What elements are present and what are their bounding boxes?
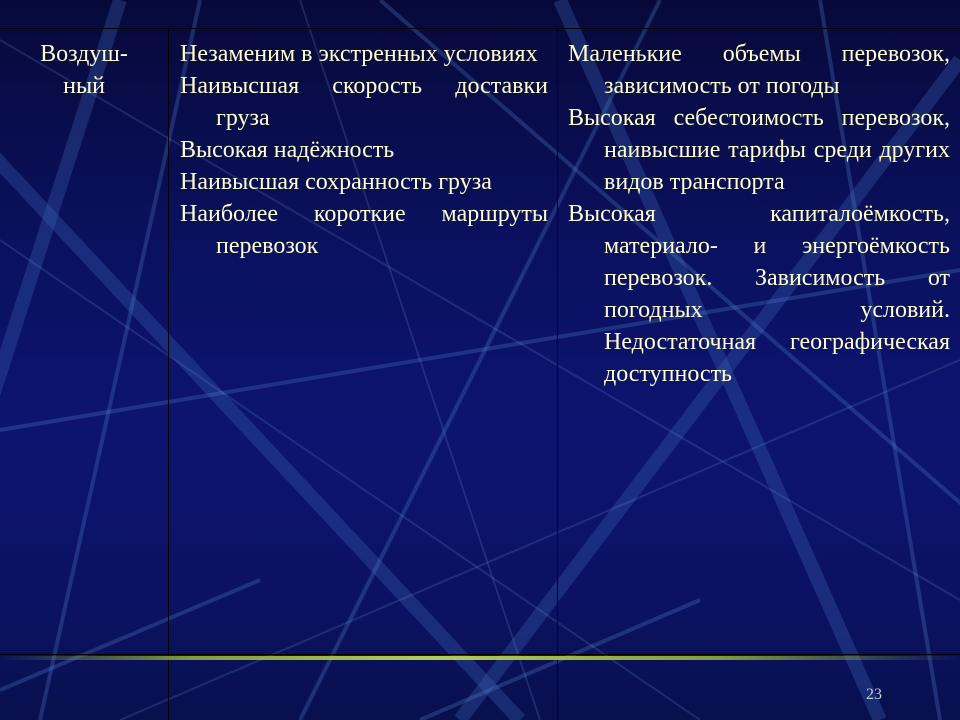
advantages-cell [180,38,548,262]
table-row-divider [0,654,960,655]
disadvantage-item: Высокая капиталоёмкость, материало- и энергоёмкость перевозок. Зависимость от погодных условий. Недостаточная географическая доступность [568,201,950,387]
table-top-border [0,28,960,29]
accent-line [0,656,960,660]
table-column-divider [168,28,169,720]
advantage-item: Наиболее короткие маршруты перевозок [180,201,548,259]
disadvantages-cell [568,38,950,390]
transport-type-cell [8,38,160,102]
advantage-item: Высокая надёжность [180,137,395,163]
disadvantage-item: Высокая себестоимость перевозок, наивысшие тарифы среди других видов транспорта [568,105,950,195]
advantage-item: Наивысшая скорость доставки груза [180,73,548,131]
transport-type-line: Воздуш- [40,41,128,67]
advantage-item: Незаменим в экстренных условиях [180,41,538,67]
disadvantage-item: Маленькие объемы перевозок, зависимость от погоды [568,41,950,99]
advantage-item: Наивысшая сохранность груза [180,169,492,195]
page-number: 23 [866,686,882,703]
table-column-divider [557,28,558,720]
transport-type-line: ный [63,73,105,99]
